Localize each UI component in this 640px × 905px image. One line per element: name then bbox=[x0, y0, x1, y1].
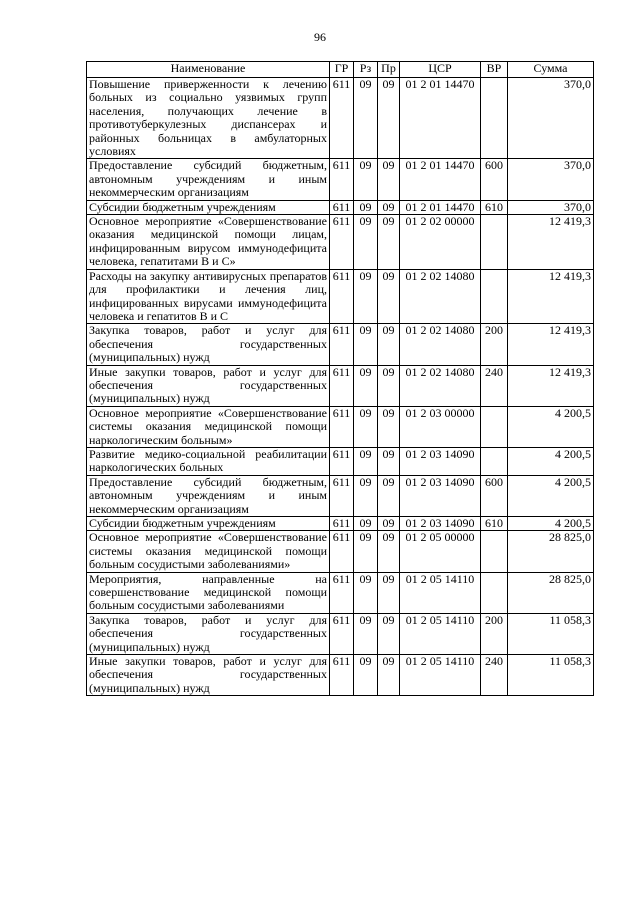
cell-vr: 610 bbox=[481, 517, 508, 531]
cell-sum: 4 200,5 bbox=[508, 447, 594, 475]
cell-csr: 01 2 05 14110 bbox=[400, 613, 481, 654]
cell-gr: 611 bbox=[330, 475, 354, 516]
cell-gr: 611 bbox=[330, 200, 354, 214]
cell-csr: 01 2 02 14080 bbox=[400, 324, 481, 365]
cell-sum: 12 419,3 bbox=[508, 269, 594, 324]
cell-sum: 370,0 bbox=[508, 78, 594, 159]
cell-rz: 09 bbox=[354, 613, 378, 654]
cell-csr: 01 2 05 14110 bbox=[400, 572, 481, 613]
table-row bbox=[87, 406, 594, 447]
cell-gr: 611 bbox=[330, 572, 354, 613]
cell-rz: 09 bbox=[354, 447, 378, 475]
cell-name: Субсидии бюджетным учреждениям bbox=[87, 517, 330, 531]
table-row bbox=[87, 447, 594, 475]
cell-vr: 200 bbox=[481, 324, 508, 365]
cell-sum: 28 825,0 bbox=[508, 572, 594, 613]
header-pr: Пр bbox=[378, 62, 400, 78]
cell-rz: 09 bbox=[354, 531, 378, 572]
cell-rz: 09 bbox=[354, 517, 378, 531]
cell-pr: 09 bbox=[378, 655, 400, 696]
cell-pr: 09 bbox=[378, 215, 400, 270]
cell-pr: 09 bbox=[378, 447, 400, 475]
cell-name: Закупка товаров, работ и услуг для обеспечения государственных (муниципальных) нужд bbox=[87, 613, 330, 654]
cell-csr: 01 2 01 14470 bbox=[400, 78, 481, 159]
cell-pr: 09 bbox=[378, 365, 400, 406]
cell-gr: 611 bbox=[330, 447, 354, 475]
table-row bbox=[87, 531, 594, 572]
cell-sum: 12 419,3 bbox=[508, 215, 594, 270]
cell-rz: 09 bbox=[354, 406, 378, 447]
cell-vr bbox=[481, 531, 508, 572]
cell-rz: 09 bbox=[354, 200, 378, 214]
cell-pr: 09 bbox=[378, 517, 400, 531]
cell-csr: 01 2 03 14090 bbox=[400, 517, 481, 531]
page-number: 96 bbox=[314, 30, 326, 44]
cell-csr: 01 2 01 14470 bbox=[400, 159, 481, 200]
cell-vr: 200 bbox=[481, 613, 508, 654]
cell-vr bbox=[481, 78, 508, 159]
cell-vr bbox=[481, 269, 508, 324]
cell-csr: 01 2 02 14080 bbox=[400, 269, 481, 324]
cell-csr: 01 2 01 14470 bbox=[400, 200, 481, 214]
cell-csr: 01 2 05 14110 bbox=[400, 655, 481, 696]
cell-rz: 09 bbox=[354, 159, 378, 200]
cell-sum: 4 200,5 bbox=[508, 517, 594, 531]
cell-csr: 01 2 03 14090 bbox=[400, 475, 481, 516]
cell-gr: 611 bbox=[330, 215, 354, 270]
cell-vr: 240 bbox=[481, 655, 508, 696]
cell-pr: 09 bbox=[378, 475, 400, 516]
cell-vr bbox=[481, 447, 508, 475]
cell-csr: 01 2 05 00000 bbox=[400, 531, 481, 572]
table-row bbox=[87, 613, 594, 654]
cell-vr: 600 bbox=[481, 159, 508, 200]
cell-csr: 01 2 02 00000 bbox=[400, 215, 481, 270]
cell-name: Повышение приверженности к лечению больных из социально уязвимых групп населения, получающих лечение в противотуберкулезных диспансерах и районных больницах в амбулаторных условиях bbox=[87, 78, 330, 159]
cell-name: Развитие медико-социальной реабилитации наркологических больных bbox=[87, 447, 330, 475]
cell-sum: 370,0 bbox=[508, 159, 594, 200]
header-gr: ГР bbox=[330, 62, 354, 78]
table-row bbox=[87, 78, 594, 159]
table-row bbox=[87, 517, 594, 531]
cell-sum: 4 200,5 bbox=[508, 406, 594, 447]
cell-gr: 611 bbox=[330, 78, 354, 159]
table-row bbox=[87, 655, 594, 696]
table-row bbox=[87, 475, 594, 516]
cell-vr bbox=[481, 215, 508, 270]
budget-table bbox=[86, 61, 594, 696]
cell-rz: 09 bbox=[354, 475, 378, 516]
cell-name: Предоставление субсидий бюджетным, автономным учреждениям и иным некоммерческим организациям bbox=[87, 159, 330, 200]
cell-pr: 09 bbox=[378, 324, 400, 365]
header-rz: Рз bbox=[354, 62, 378, 78]
cell-csr: 01 2 03 00000 bbox=[400, 406, 481, 447]
cell-name: Иные закупки товаров, работ и услуг для обеспечения государственных (муниципальных) нужд bbox=[87, 655, 330, 696]
cell-gr: 611 bbox=[330, 531, 354, 572]
cell-pr: 09 bbox=[378, 78, 400, 159]
cell-gr: 611 bbox=[330, 365, 354, 406]
table-row bbox=[87, 572, 594, 613]
cell-rz: 09 bbox=[354, 269, 378, 324]
cell-name: Основное мероприятие «Совершенствование системы оказания медицинской помощи больным сосудистыми заболеваниями» bbox=[87, 531, 330, 572]
cell-name: Мероприятия, направленные на совершенствование медицинской помощи больным сосудистыми заболеваниями bbox=[87, 572, 330, 613]
table-row bbox=[87, 269, 594, 324]
table-row bbox=[87, 365, 594, 406]
cell-name: Субсидии бюджетным учреждениям bbox=[87, 200, 330, 214]
cell-gr: 611 bbox=[330, 269, 354, 324]
cell-gr: 611 bbox=[330, 655, 354, 696]
cell-name: Основное мероприятие «Совершенствование системы оказания медицинской помощи наркологическим больным» bbox=[87, 406, 330, 447]
cell-name: Предоставление субсидий бюджетным, автономным учреждениям и иным некоммерческим организациям bbox=[87, 475, 330, 516]
header-sum: Сумма bbox=[508, 62, 594, 78]
cell-gr: 611 bbox=[330, 517, 354, 531]
cell-csr: 01 2 03 14090 bbox=[400, 447, 481, 475]
cell-pr: 09 bbox=[378, 531, 400, 572]
cell-sum: 11 058,3 bbox=[508, 655, 594, 696]
cell-pr: 09 bbox=[378, 269, 400, 324]
cell-vr: 240 bbox=[481, 365, 508, 406]
cell-sum: 28 825,0 bbox=[508, 531, 594, 572]
cell-sum: 4 200,5 bbox=[508, 475, 594, 516]
cell-rz: 09 bbox=[354, 324, 378, 365]
cell-gr: 611 bbox=[330, 159, 354, 200]
cell-rz: 09 bbox=[354, 215, 378, 270]
table-header-row bbox=[87, 62, 594, 78]
cell-vr bbox=[481, 572, 508, 613]
cell-sum: 12 419,3 bbox=[508, 324, 594, 365]
cell-rz: 09 bbox=[354, 365, 378, 406]
header-csr: ЦСР bbox=[400, 62, 481, 78]
cell-name: Расходы на закупку антивирусных препаратов для профилактики и лечения лиц, инфицированных вирусами иммунодефицита человека и гепатитов В и С bbox=[87, 269, 330, 324]
cell-gr: 611 bbox=[330, 406, 354, 447]
cell-gr: 611 bbox=[330, 324, 354, 365]
table-row bbox=[87, 200, 594, 214]
cell-name: Иные закупки товаров, работ и услуг для обеспечения государственных (муниципальных) нужд bbox=[87, 365, 330, 406]
cell-name: Основное мероприятие «Совершенствование оказания медицинской помощи лицам, инфицированным вирусом иммунодефицита человека, гепатитами В и С» bbox=[87, 215, 330, 270]
cell-gr: 611 bbox=[330, 613, 354, 654]
cell-vr bbox=[481, 406, 508, 447]
cell-name: Закупка товаров, работ и услуг для обеспечения государственных (муниципальных) нужд bbox=[87, 324, 330, 365]
table-row bbox=[87, 324, 594, 365]
cell-vr: 600 bbox=[481, 475, 508, 516]
cell-pr: 09 bbox=[378, 406, 400, 447]
table-row bbox=[87, 215, 594, 270]
header-name: Наименование bbox=[87, 62, 330, 78]
cell-sum: 370,0 bbox=[508, 200, 594, 214]
cell-pr: 09 bbox=[378, 159, 400, 200]
cell-rz: 09 bbox=[354, 78, 378, 159]
cell-csr: 01 2 02 14080 bbox=[400, 365, 481, 406]
cell-pr: 09 bbox=[378, 200, 400, 214]
cell-vr: 610 bbox=[481, 200, 508, 214]
table-body bbox=[87, 78, 594, 696]
header-vr: ВР bbox=[481, 62, 508, 78]
cell-sum: 12 419,3 bbox=[508, 365, 594, 406]
table-row bbox=[87, 159, 594, 200]
cell-pr: 09 bbox=[378, 613, 400, 654]
cell-rz: 09 bbox=[354, 572, 378, 613]
cell-rz: 09 bbox=[354, 655, 378, 696]
cell-pr: 09 bbox=[378, 572, 400, 613]
cell-sum: 11 058,3 bbox=[508, 613, 594, 654]
